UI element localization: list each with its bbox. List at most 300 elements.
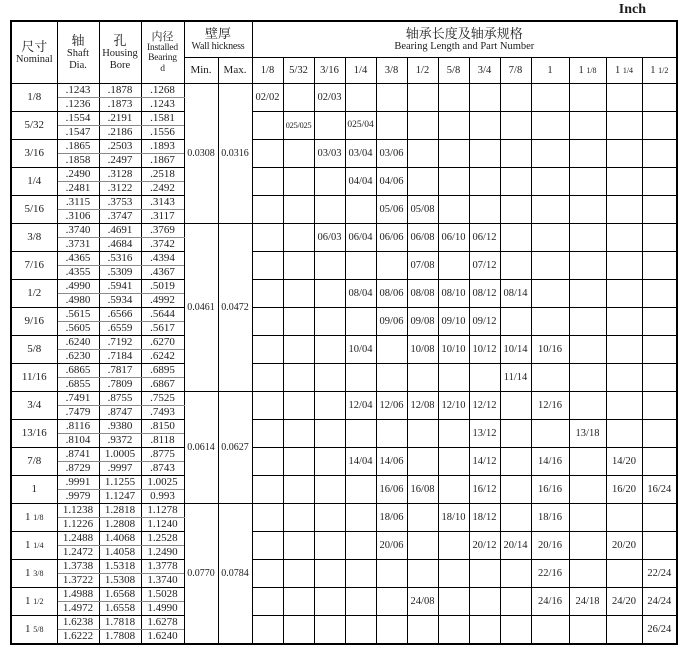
- empty-part-cell: [569, 111, 606, 139]
- shaft-value-max: .6240: [57, 335, 99, 349]
- housing-value-min: .3122: [99, 181, 141, 195]
- empty-part-cell: [642, 335, 677, 363]
- empty-part-cell: [569, 195, 606, 223]
- empty-part-cell: [314, 475, 345, 503]
- empty-part-cell: [569, 391, 606, 419]
- length-col-header: 1/4: [345, 57, 376, 83]
- housing-value-min: .4684: [99, 237, 141, 251]
- part-number-cell: 10/16: [531, 335, 569, 363]
- empty-part-cell: [569, 83, 606, 111]
- empty-part-cell: [642, 279, 677, 307]
- empty-part-cell: [407, 83, 438, 111]
- empty-part-cell: [500, 167, 531, 195]
- installed-value-max: 1.3778: [141, 559, 184, 573]
- empty-part-cell: [283, 335, 314, 363]
- empty-part-cell: [314, 279, 345, 307]
- shaft-value-min: .8104: [57, 433, 99, 447]
- empty-part-cell: [376, 251, 407, 279]
- part-number-cell: 04/04: [345, 167, 376, 195]
- empty-part-cell: [252, 139, 283, 167]
- part-number-cell: 24/08: [407, 587, 438, 615]
- empty-part-cell: [345, 559, 376, 587]
- length-col-header: 1: [531, 57, 569, 83]
- empty-part-cell: [283, 195, 314, 223]
- small-fraction: 5/8: [33, 625, 44, 634]
- shaft-value-min: 1.1226: [57, 517, 99, 531]
- empty-part-cell: [531, 615, 569, 644]
- nominal-cell: 1 1/8: [11, 503, 57, 531]
- empty-part-cell: [642, 167, 677, 195]
- col-header-max: Max.: [218, 57, 252, 83]
- table-row: [11, 615, 677, 629]
- table-row: [11, 139, 677, 153]
- shaft-value-max: .3740: [57, 223, 99, 237]
- empty-part-cell: [642, 363, 677, 391]
- part-number-cell: 18/10: [438, 503, 469, 531]
- length-col-header: 3/16: [314, 57, 345, 83]
- housing-value-max: .2503: [99, 139, 141, 153]
- table-body: [11, 83, 677, 644]
- part-number-cell: 24/20: [606, 587, 642, 615]
- wall-min-cell: 0.0770: [184, 503, 218, 644]
- empty-part-cell: [642, 419, 677, 447]
- empty-part-cell: [438, 363, 469, 391]
- empty-part-cell: [283, 615, 314, 644]
- empty-part-cell: [283, 587, 314, 615]
- shaft-header-zh: 轴: [71, 32, 85, 48]
- shaft-value-max: .3115: [57, 195, 99, 209]
- shaft-value-max: 1.6238: [57, 615, 99, 629]
- empty-part-cell: [345, 307, 376, 335]
- housing-value-max: .4691: [99, 223, 141, 237]
- installed-value-min: 1.4990: [141, 601, 184, 615]
- empty-part-cell: [606, 363, 642, 391]
- empty-part-cell: [283, 363, 314, 391]
- empty-part-cell: [606, 139, 642, 167]
- shaft-value-max: .5615: [57, 307, 99, 321]
- empty-part-cell: [283, 503, 314, 531]
- part-number-cell: 06/12: [469, 223, 500, 251]
- empty-part-cell: [314, 335, 345, 363]
- empty-part-cell: [345, 251, 376, 279]
- small-fraction: 1/4: [622, 65, 634, 75]
- empty-part-cell: [469, 363, 500, 391]
- installed-value-max: .1581: [141, 111, 184, 125]
- empty-part-cell: [283, 279, 314, 307]
- part-number-cell: 12/04: [345, 391, 376, 419]
- empty-part-cell: [531, 223, 569, 251]
- empty-part-cell: [500, 307, 531, 335]
- part-number-cell: 05/06: [376, 195, 407, 223]
- empty-part-cell: [438, 139, 469, 167]
- table-row: [11, 419, 677, 433]
- housing-value-max: .2191: [99, 111, 141, 125]
- empty-part-cell: [500, 195, 531, 223]
- nominal-cell: 1 1/2: [11, 587, 57, 615]
- empty-part-cell: [500, 475, 531, 503]
- installed-value-max: 1.5028: [141, 587, 184, 601]
- wall-max-cell: 0.0472: [218, 223, 252, 391]
- table-row: [11, 503, 677, 517]
- table-row: [11, 559, 677, 573]
- shaft-value-min: .2481: [57, 181, 99, 195]
- empty-part-cell: [252, 559, 283, 587]
- empty-part-cell: [531, 363, 569, 391]
- installed-value-min: .5617: [141, 321, 184, 335]
- empty-part-cell: [252, 503, 283, 531]
- table-row: [11, 447, 677, 461]
- empty-part-cell: [606, 195, 642, 223]
- empty-part-cell: [569, 615, 606, 644]
- part-number-cell: 12/08: [407, 391, 438, 419]
- empty-part-cell: [531, 279, 569, 307]
- installed-header-en1: Installed: [147, 42, 178, 53]
- empty-part-cell: [438, 83, 469, 111]
- housing-value-max: .1878: [99, 83, 141, 97]
- part-number-cell: 22/16: [531, 559, 569, 587]
- empty-part-cell: [606, 503, 642, 531]
- empty-part-cell: [376, 83, 407, 111]
- table-row: [11, 307, 677, 321]
- nominal-cell: 3/4: [11, 391, 57, 419]
- installed-value-max: .6895: [141, 363, 184, 377]
- empty-part-cell: [252, 531, 283, 559]
- empty-part-cell: [407, 559, 438, 587]
- shaft-value-max: 1.3738: [57, 559, 99, 573]
- small-fraction: 3/8: [33, 569, 44, 578]
- empty-part-cell: [500, 559, 531, 587]
- installed-value-min: .1243: [141, 97, 184, 111]
- small-fraction: 1/2: [33, 597, 44, 606]
- housing-header-en2: Bore: [109, 59, 131, 71]
- installed-value-max: .1268: [141, 83, 184, 97]
- empty-part-cell: [283, 559, 314, 587]
- wall-min-cell: 0.0614: [184, 391, 218, 503]
- housing-header-zh: 孔: [113, 32, 127, 48]
- part-number-cell: 12/16: [531, 391, 569, 419]
- part-number-cell: 24/16: [531, 587, 569, 615]
- empty-part-cell: [407, 139, 438, 167]
- shaft-header-en1: Shaft: [66, 47, 90, 59]
- installed-value-min: .6242: [141, 349, 184, 363]
- installed-value-min: 1.6240: [141, 629, 184, 644]
- housing-value-min: 1.1247: [99, 489, 141, 503]
- nominal-cell: 1 3/8: [11, 559, 57, 587]
- col-header-wall-thickness: [184, 21, 252, 57]
- empty-part-cell: [531, 419, 569, 447]
- empty-part-cell: [606, 83, 642, 111]
- shaft-value-max: .2490: [57, 167, 99, 181]
- part-number-cell: 025/04: [345, 111, 376, 139]
- empty-part-cell: [252, 587, 283, 615]
- nominal-cell: 13/16: [11, 419, 57, 447]
- wall-min-cell: 0.0308: [184, 83, 218, 223]
- installed-value-max: .5019: [141, 279, 184, 293]
- housing-value-min: .7809: [99, 377, 141, 391]
- empty-part-cell: [283, 83, 314, 111]
- part-number-cell: 03/06: [376, 139, 407, 167]
- part-number-cell: 18/16: [531, 503, 569, 531]
- part-number-cell: 14/04: [345, 447, 376, 475]
- part-number-cell: 04/06: [376, 167, 407, 195]
- empty-part-cell: [376, 615, 407, 644]
- installed-value-max: .8775: [141, 447, 184, 461]
- empty-part-cell: [252, 167, 283, 195]
- installed-value-min: .7493: [141, 405, 184, 419]
- shaft-value-max: .9991: [57, 475, 99, 489]
- empty-part-cell: [606, 251, 642, 279]
- part-number-cell: 22/24: [642, 559, 677, 587]
- empty-part-cell: [283, 475, 314, 503]
- part-number-cell: 08/06: [376, 279, 407, 307]
- installed-value-min: 0.993: [141, 489, 184, 503]
- empty-part-cell: [500, 111, 531, 139]
- empty-part-cell: [314, 251, 345, 279]
- empty-part-cell: [606, 223, 642, 251]
- part-number-cell: 14/06: [376, 447, 407, 475]
- shaft-value-max: 1.2488: [57, 531, 99, 545]
- housing-value-max: .5941: [99, 279, 141, 293]
- installed-value-min: 1.3740: [141, 573, 184, 587]
- empty-part-cell: [314, 615, 345, 644]
- empty-part-cell: [469, 83, 500, 111]
- empty-part-cell: [283, 139, 314, 167]
- housing-value-min: 1.6558: [99, 601, 141, 615]
- empty-part-cell: [569, 139, 606, 167]
- housing-value-min: .5934: [99, 293, 141, 307]
- table-row: [11, 83, 677, 97]
- empty-part-cell: [642, 139, 677, 167]
- empty-part-cell: [569, 531, 606, 559]
- empty-part-cell: [314, 447, 345, 475]
- nominal-cell: 5/8: [11, 335, 57, 363]
- empty-part-cell: [569, 223, 606, 251]
- empty-part-cell: [569, 475, 606, 503]
- part-number-cell: 20/12: [469, 531, 500, 559]
- empty-part-cell: [252, 307, 283, 335]
- empty-part-cell: [500, 503, 531, 531]
- part-number-cell: 05/08: [407, 195, 438, 223]
- empty-part-cell: [252, 447, 283, 475]
- part-number-cell: 16/12: [469, 475, 500, 503]
- nominal-cell: 1 5/8: [11, 615, 57, 644]
- empty-part-cell: [569, 447, 606, 475]
- empty-part-cell: [500, 419, 531, 447]
- part-number-cell: 14/20: [606, 447, 642, 475]
- table-row: [11, 475, 677, 489]
- empty-part-cell: [606, 559, 642, 587]
- empty-part-cell: [345, 475, 376, 503]
- installed-value-max: .8150: [141, 419, 184, 433]
- empty-part-cell: [252, 279, 283, 307]
- bearing-header-en: Bearing Length and Part Number: [394, 40, 535, 52]
- table-row: [11, 223, 677, 237]
- empty-part-cell: [407, 531, 438, 559]
- shaft-value-min: .1547: [57, 125, 99, 139]
- col-header-nominal: [11, 21, 57, 83]
- length-col-header: 3/4: [469, 57, 500, 83]
- part-number-cell: 03/04: [345, 139, 376, 167]
- housing-value-min: .9997: [99, 461, 141, 475]
- length-col-header: 1/8: [252, 57, 283, 83]
- part-number-cell: 12/10: [438, 391, 469, 419]
- table-row: [11, 363, 677, 377]
- nominal-cell: 7/16: [11, 251, 57, 279]
- shaft-value-max: .1865: [57, 139, 99, 153]
- empty-part-cell: [252, 251, 283, 279]
- housing-value-min: .7184: [99, 349, 141, 363]
- table-row: [11, 335, 677, 349]
- part-number-cell: 16/06: [376, 475, 407, 503]
- empty-part-cell: [642, 251, 677, 279]
- empty-part-cell: [314, 559, 345, 587]
- empty-part-cell: [252, 335, 283, 363]
- nominal-cell: 9/16: [11, 307, 57, 335]
- installed-value-min: .1867: [141, 153, 184, 167]
- empty-part-cell: [314, 167, 345, 195]
- installed-value-max: .7525: [141, 391, 184, 405]
- shaft-value-min: .8729: [57, 461, 99, 475]
- length-col-header: 1/2: [407, 57, 438, 83]
- empty-part-cell: [500, 223, 531, 251]
- housing-value-min: .2497: [99, 153, 141, 167]
- length-col-header: 5/32: [283, 57, 314, 83]
- table-row: [11, 111, 677, 125]
- part-number-cell: 14/16: [531, 447, 569, 475]
- housing-value-min: .3747: [99, 209, 141, 223]
- part-number-cell: 13/18: [569, 419, 606, 447]
- part-number-cell: 07/08: [407, 251, 438, 279]
- part-number-cell: 24/18: [569, 587, 606, 615]
- housing-value-min: .2186: [99, 125, 141, 139]
- empty-part-cell: [469, 195, 500, 223]
- installed-value-max: .1893: [141, 139, 184, 153]
- empty-part-cell: [469, 167, 500, 195]
- table-row: [11, 279, 677, 293]
- empty-part-cell: [376, 111, 407, 139]
- nominal-cell: 11/16: [11, 363, 57, 391]
- empty-part-cell: [252, 223, 283, 251]
- shaft-value-min: .4980: [57, 293, 99, 307]
- shaft-value-min: 1.3722: [57, 573, 99, 587]
- empty-part-cell: [407, 363, 438, 391]
- shaft-value-max: .4990: [57, 279, 99, 293]
- part-number-cell: 14/12: [469, 447, 500, 475]
- empty-part-cell: [642, 223, 677, 251]
- part-number-cell: 10/14: [500, 335, 531, 363]
- empty-part-cell: [531, 83, 569, 111]
- empty-part-cell: [345, 419, 376, 447]
- shaft-value-min: .1858: [57, 153, 99, 167]
- empty-part-cell: [642, 531, 677, 559]
- empty-part-cell: [606, 615, 642, 644]
- empty-part-cell: [606, 307, 642, 335]
- empty-part-cell: [314, 419, 345, 447]
- empty-part-cell: [345, 83, 376, 111]
- shaft-value-min: .7479: [57, 405, 99, 419]
- empty-part-cell: [569, 335, 606, 363]
- part-number-cell: 10/12: [469, 335, 500, 363]
- empty-part-cell: [642, 503, 677, 531]
- empty-part-cell: [500, 391, 531, 419]
- installed-value-max: 1.2528: [141, 531, 184, 545]
- part-number-cell: 26/24: [642, 615, 677, 644]
- empty-part-cell: [407, 447, 438, 475]
- empty-part-cell: [283, 531, 314, 559]
- part-number-cell: 13/12: [469, 419, 500, 447]
- empty-part-cell: [500, 587, 531, 615]
- empty-part-cell: [469, 139, 500, 167]
- empty-part-cell: [376, 363, 407, 391]
- installed-value-min: .8743: [141, 461, 184, 475]
- wall-max-cell: 0.0627: [218, 391, 252, 503]
- housing-value-min: .5309: [99, 265, 141, 279]
- part-number-cell: 08/04: [345, 279, 376, 307]
- installed-value-min: .3117: [141, 209, 184, 223]
- nominal-cell: 1 1/4: [11, 531, 57, 559]
- part-number-cell: 10/08: [407, 335, 438, 363]
- header-row-1: [11, 21, 677, 57]
- installed-value-max: .5644: [141, 307, 184, 321]
- empty-part-cell: [500, 447, 531, 475]
- nominal-cell: 5/32: [11, 111, 57, 139]
- part-number-cell: 08/14: [500, 279, 531, 307]
- empty-part-cell: [438, 419, 469, 447]
- empty-part-cell: [252, 419, 283, 447]
- housing-value-min: 1.2808: [99, 517, 141, 531]
- installed-value-max: .6270: [141, 335, 184, 349]
- empty-part-cell: [438, 447, 469, 475]
- part-number-cell: 09/08: [407, 307, 438, 335]
- empty-part-cell: [252, 391, 283, 419]
- part-number-cell: 03/03: [314, 139, 345, 167]
- nominal-cell: 3/16: [11, 139, 57, 167]
- table-row: [11, 251, 677, 265]
- small-fraction: 1/8: [586, 65, 597, 75]
- empty-part-cell: [438, 531, 469, 559]
- bearing-size-table: [10, 20, 678, 645]
- shaft-value-max: .6865: [57, 363, 99, 377]
- shaft-value-max: .8116: [57, 419, 99, 433]
- shaft-value-min: .4355: [57, 265, 99, 279]
- installed-value-max: 1.1278: [141, 503, 184, 517]
- table-row: [11, 195, 677, 209]
- housing-value-min: .8747: [99, 405, 141, 419]
- empty-part-cell: [642, 391, 677, 419]
- housing-value-max: 1.4068: [99, 531, 141, 545]
- part-number-cell: 16/08: [407, 475, 438, 503]
- empty-part-cell: [606, 391, 642, 419]
- length-col-header: 7/8: [500, 57, 531, 83]
- empty-part-cell: [642, 83, 677, 111]
- part-number-cell: 24/24: [642, 587, 677, 615]
- part-number-cell: 20/20: [606, 531, 642, 559]
- housing-value-max: .5316: [99, 251, 141, 265]
- installed-value-min: .3742: [141, 237, 184, 251]
- col-header-housing: [99, 21, 141, 83]
- installed-value-min: .4992: [141, 293, 184, 307]
- housing-value-max: .9380: [99, 419, 141, 433]
- empty-part-cell: [606, 335, 642, 363]
- housing-value-max: .3128: [99, 167, 141, 181]
- empty-part-cell: [569, 251, 606, 279]
- col-header-bearing-length: [252, 21, 677, 57]
- col-header-shaft: [57, 21, 99, 83]
- installed-header-zh: 内径: [151, 30, 174, 43]
- part-number-cell: 20/14: [500, 531, 531, 559]
- shaft-value-max: .1243: [57, 83, 99, 97]
- shaft-value-min: 1.6222: [57, 629, 99, 644]
